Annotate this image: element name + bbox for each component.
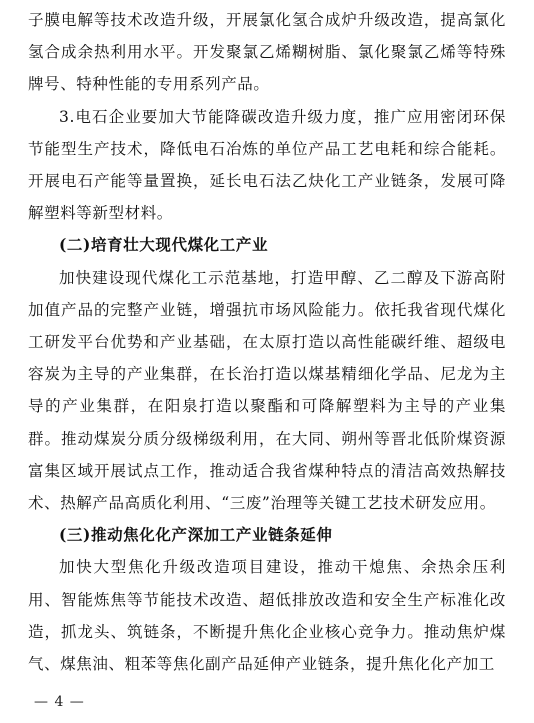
section-heading-coking-chain: (三)推动焦化化产深加工产业链条延伸 xyxy=(59,525,333,545)
page-number: — 4 — xyxy=(34,694,85,710)
paragraph-chlor-alkali-continued: 子膜电解等技术改造升级，开展氯化氢合成炉升级改造，提高氯化氢合成余热利用水平。开发聚氯乙烯糊树脂、氯化聚氯乙烯等特殊牌号、特种性能的专用系列产品。 xyxy=(28,11,506,94)
paragraph-modern-coal-chemical: 加快建设现代煤化工示范基地，打造甲醇、乙二醇及下游高附加值产品的完整产业链，增强抗市场风险能力。依托我省现代煤化工研发平台优势和产业基础，在太原打造以高性能碳纤维、超级电容炭为主导的产业集群，在长治打造以煤基精细化学品、尼龙为主导的产业集群，在阳泉打造以聚酯和可降解塑料为主导的产业集群。推动煤炭分质分级梯级利用，在大同、朔州等晋北低阶煤资源富集区域开展试点工作，推动适合我省煤种特点的清洁高效热解技术、热解产品高质化利用、“三废”治理等关键工艺技术研发应用。 xyxy=(28,268,506,513)
document-page xyxy=(28,4,506,680)
paragraph-calcium-carbide: 3.电石企业要加大节能降碳改造升级力度，推广应用密闭环保节能型生产技术，降低电石冶炼的单位产品工艺电耗和综合能耗。开展电石产能等量置换，延长电石法乙炔化工产业链条，发展可降解塑料等新型材料。 xyxy=(28,107,506,223)
paragraph-coking-chain: 加快大型焦化升级改造项目建设，推动干熄焦、余热余压利用、智能炼焦等节能技术改造、超低排放改造和安全生产标准化改造，抓龙头、筑链条，不断提升焦化企业核心竞争力。推动焦炉煤气、煤焦油、粗苯等焦化副产品延伸产业链条，提升焦化化产加工 xyxy=(28,558,506,674)
section-heading-modern-coal-chemical: (二)培育壮大现代煤化工产业 xyxy=(59,235,269,255)
